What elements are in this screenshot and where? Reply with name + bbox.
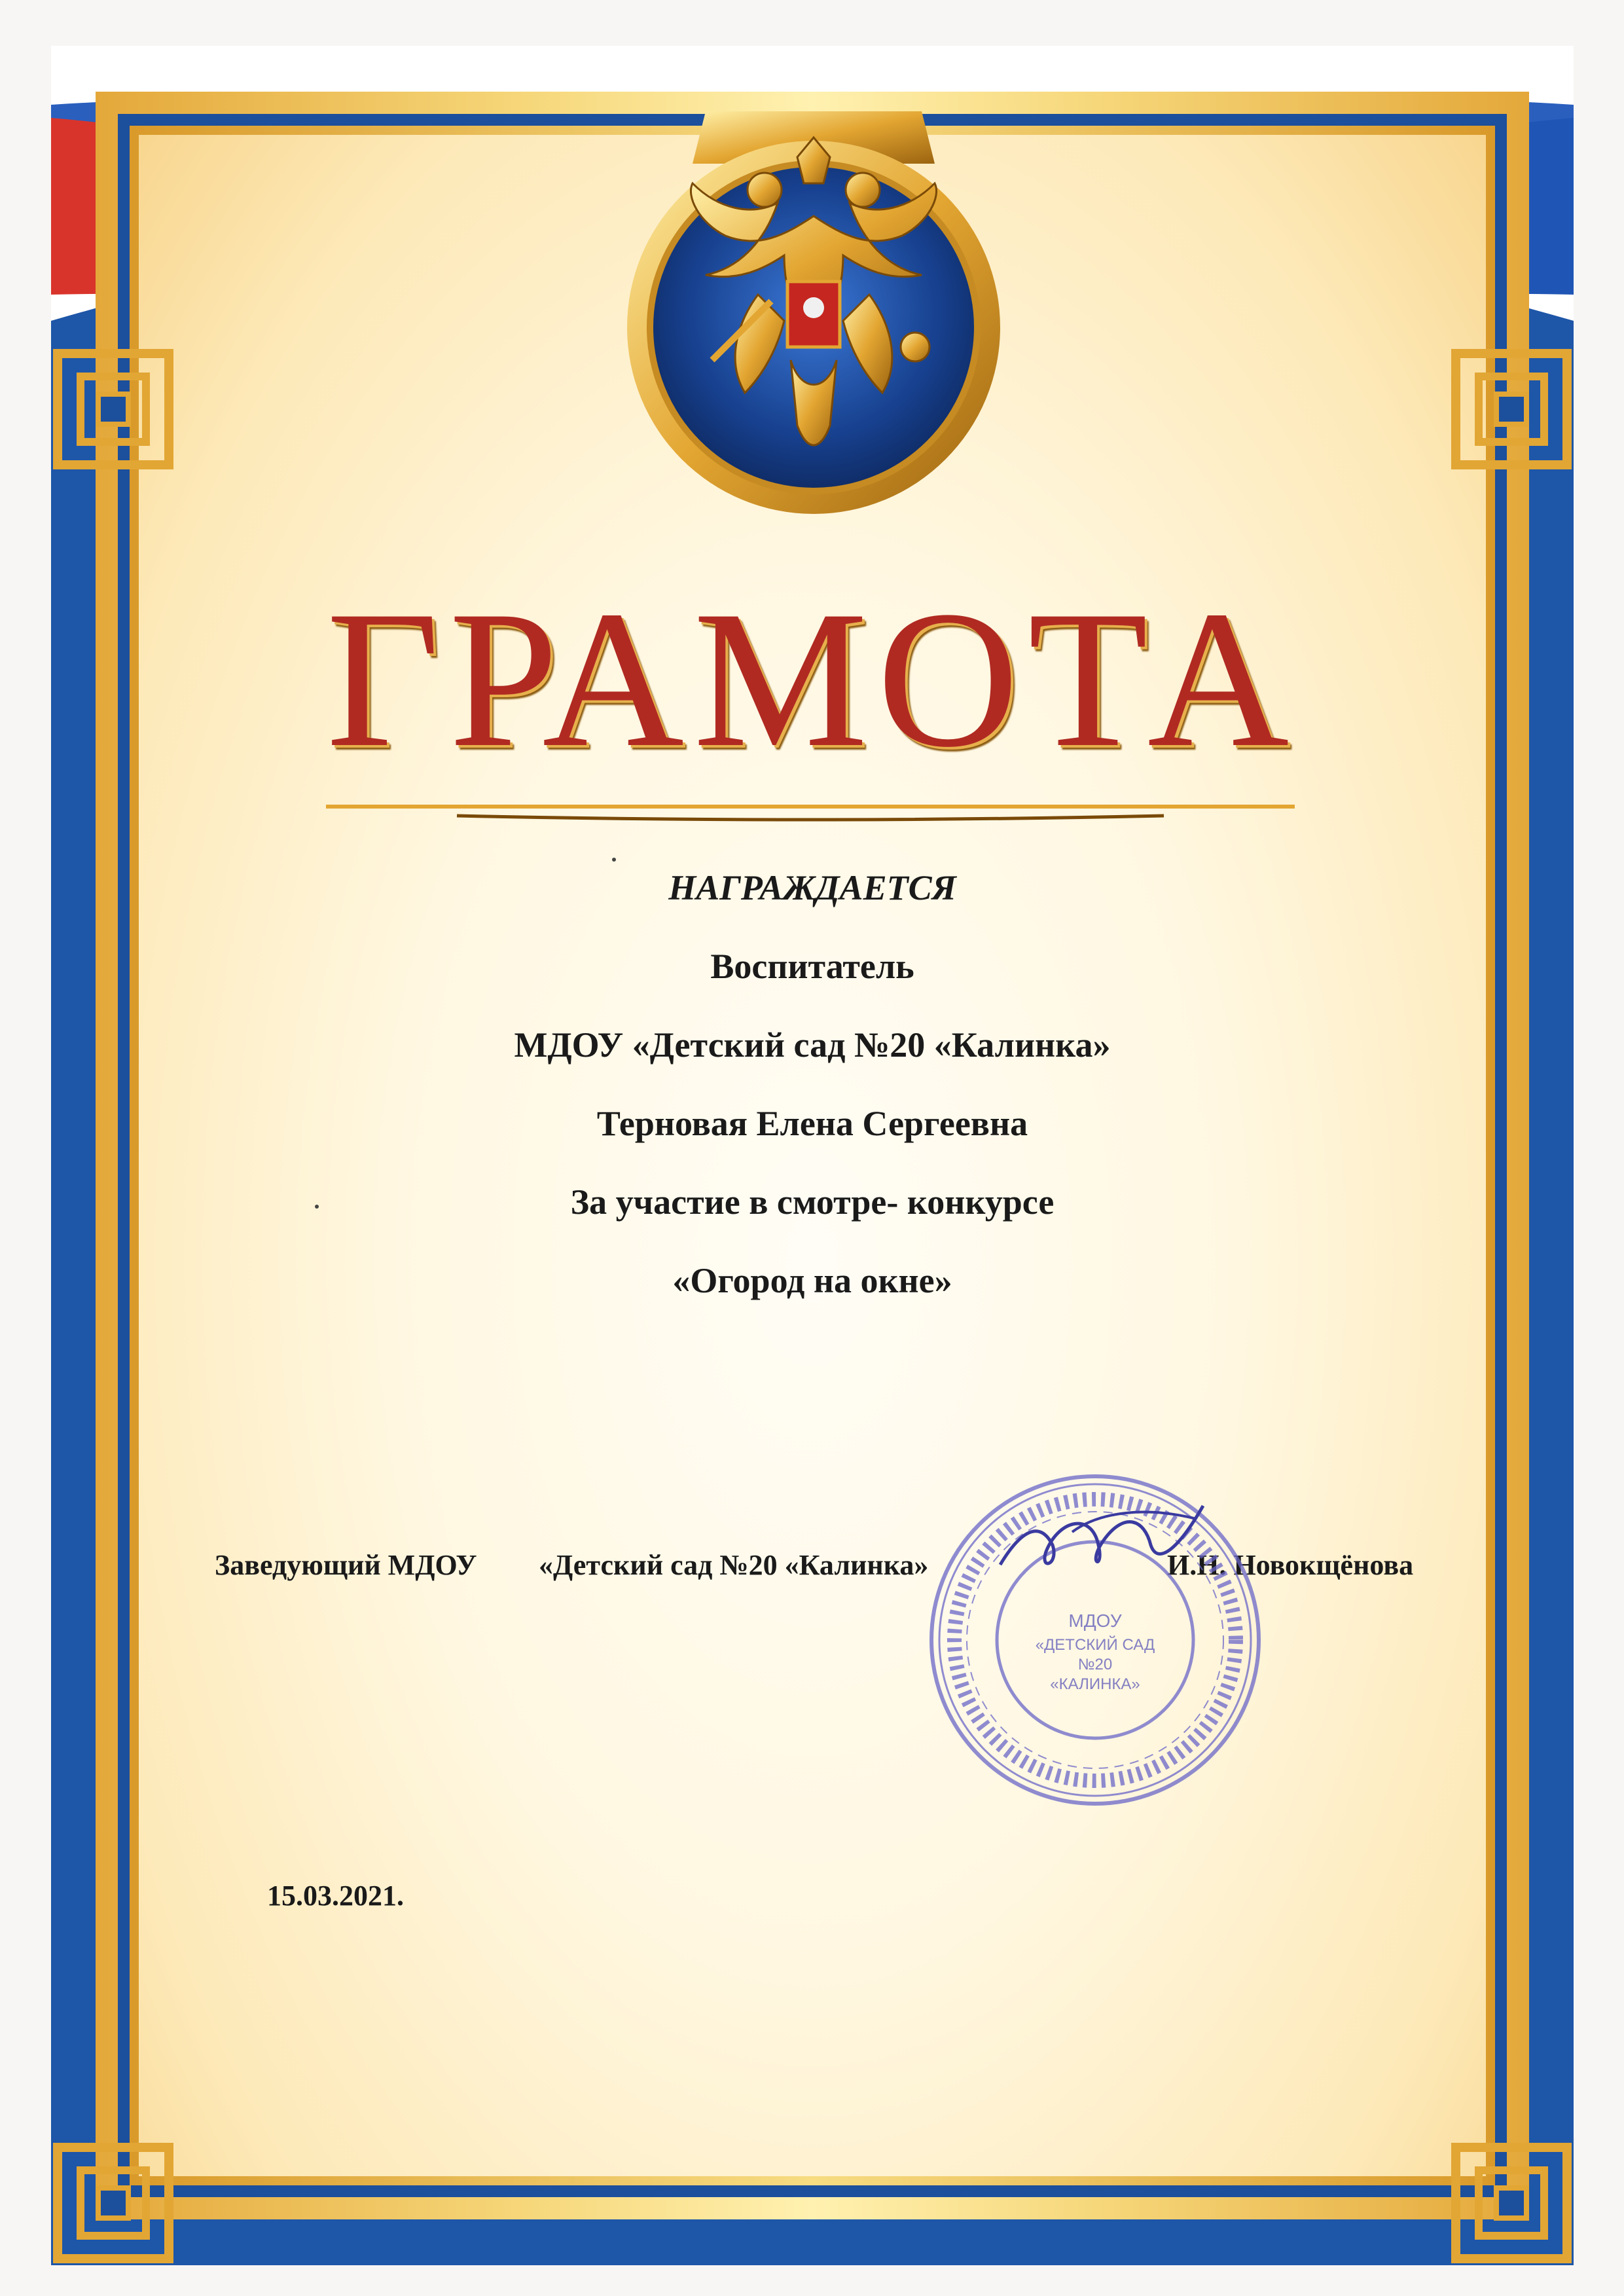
- corner-ornament-top-left: [51, 347, 175, 471]
- issue-date: 15.03.2021.: [267, 1880, 404, 1912]
- awarded-heading: НАГРАЖДАЕТСЯ: [668, 868, 956, 907]
- signatory-name: И.Н. Новокщёнова: [1167, 1549, 1414, 1581]
- award-reason: За участие в смотре- конкурсе: [570, 1182, 1055, 1222]
- certificate-title: ГРАМОТА: [326, 570, 1299, 788]
- handwritten-signature: [994, 1493, 1210, 1584]
- corner-ornament-bottom-right: [1449, 2141, 1574, 2265]
- contest-name: «Огород на окне»: [672, 1261, 952, 1300]
- svg-text:МДОУ: МДОУ: [1068, 1611, 1122, 1631]
- svg-text:«КАЛИНКА»: «КАЛИНКА»: [1050, 1675, 1140, 1693]
- recipient-position: Воспитатель: [710, 947, 914, 986]
- recipient-name: Терновая Елена Сергеевна: [596, 1104, 1028, 1143]
- title-underline: [326, 799, 1295, 825]
- svg-text:№20: №20: [1077, 1656, 1113, 1673]
- svg-text:«ДЕТСКИЙ САД: «ДЕТСКИЙ САД: [1035, 1636, 1155, 1654]
- coat-of-arms-emblem: [627, 85, 1000, 537]
- certificate-sheet: [51, 46, 1574, 2265]
- scan-speck: [612, 858, 616, 862]
- recipient-organization: МДОУ «Детский сад №20 «Калинка»: [514, 1025, 1111, 1065]
- corner-ornament-top-right: [1449, 347, 1574, 471]
- signatory-title: Заведующий МДОУ: [215, 1549, 477, 1581]
- scan-speck: [315, 1205, 319, 1209]
- corner-ornament-bottom-left: [51, 2141, 175, 2265]
- signatory-organization: «Детский сад №20 «Калинка»: [539, 1549, 929, 1581]
